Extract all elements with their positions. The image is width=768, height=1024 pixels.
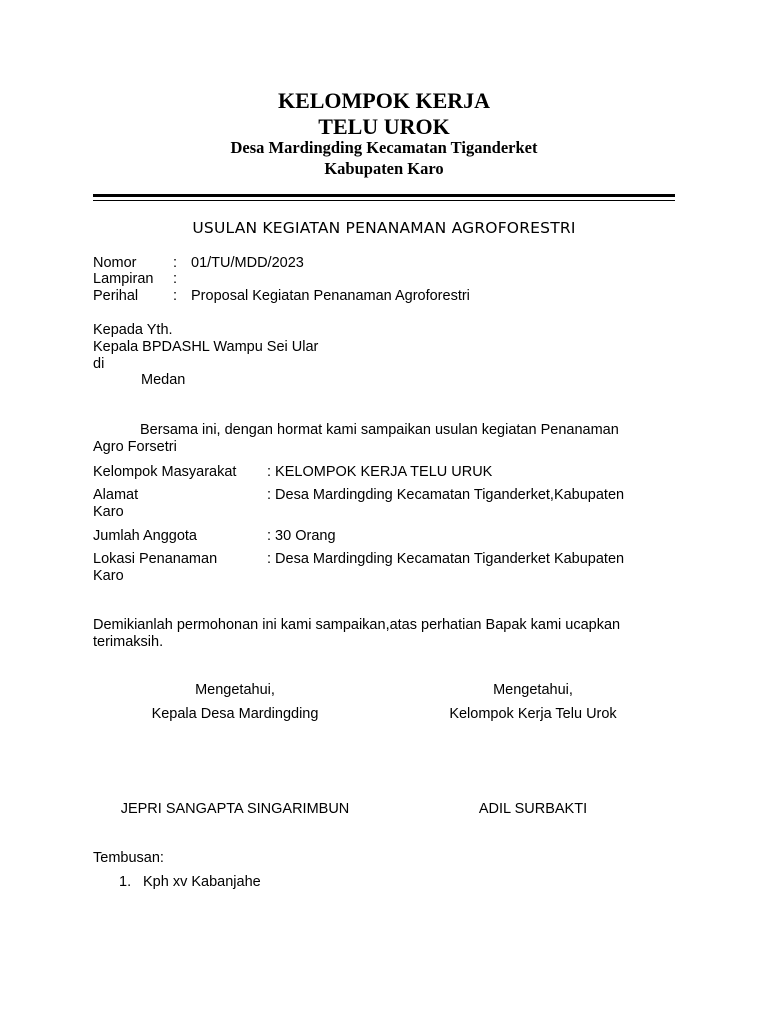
right-acknowledgement: Mengetahui, — [493, 682, 573, 698]
letterhead-regency: Kabupaten Karo — [324, 159, 444, 178]
right-signer-name: ADIL SURBAKTI — [478, 801, 588, 817]
subject-title: USULAN KEGIATAN PENANAMAN AGROFORESTRI — [192, 219, 576, 237]
perihal-value: Proposal Kegiatan Penanaman Agroforestri — [191, 288, 470, 304]
perihal-separator: : — [173, 288, 178, 304]
left-acknowledgement: Mengetahui, — [195, 682, 275, 698]
alamat-label: Alamat — [93, 487, 139, 503]
lokasi-label: Lokasi Penanaman — [93, 551, 218, 567]
lokasi-continuation: Karo — [93, 568, 124, 584]
intro-line1: Bersama ini, dengan hormat kami sampaikan usulan kegiatan Penanaman — [140, 422, 619, 438]
letterhead-title: KELOMPOK KERJA — [277, 88, 491, 113]
recipient-city: Medan — [141, 372, 186, 388]
nomor-separator: : — [173, 255, 178, 271]
nomor-label: Nomor — [93, 255, 137, 271]
letterhead-divider-thick — [93, 194, 675, 197]
perihal-label: Perihal — [93, 288, 139, 304]
nomor-value: 01/TU/MDD/2023 — [191, 255, 304, 271]
recipient-name: Kepala BPDASHL Wampu Sei Ular — [93, 339, 319, 355]
letterhead-divider-thin — [93, 200, 675, 201]
kelompok-label: Kelompok Masyarakat — [93, 464, 237, 480]
cc-item-text: Kph xv Kabanjahe — [143, 874, 261, 890]
letterhead-subtitle: TELU UROK — [318, 114, 450, 139]
lampiran-separator: : — [173, 271, 178, 287]
alamat-continuation: Karo — [93, 504, 124, 520]
intro-line2: Agro Forsetri — [93, 439, 177, 455]
jumlah-label: Jumlah Anggota — [93, 528, 197, 544]
kelompok-value: : KELOMPOK KERJA TELU URUK — [267, 464, 493, 480]
recipient-salutation: Kepada Yth. — [93, 322, 173, 338]
closing-line2: terimaksih. — [93, 634, 164, 650]
lampiran-label: Lampiran — [93, 271, 154, 287]
recipient-di: di — [93, 356, 105, 372]
left-signer-title: Kepala Desa Mardingding — [151, 706, 319, 722]
jumlah-value: : 30 Orang — [267, 528, 336, 544]
letterhead-address: Desa Mardingding Kecamatan Tiganderket — [230, 138, 538, 157]
cc-label: Tembusan: — [93, 850, 164, 866]
lokasi-value: : Desa Mardingding Kecamatan Tiganderket Kabupaten — [267, 551, 625, 567]
alamat-value: : Desa Mardingding Kecamatan Tiganderket,Kabupaten — [267, 487, 625, 503]
closing-line1: Demikianlah permohonan ini kami sampaikan,atas perhatian Bapak kami ucapkan — [93, 617, 621, 633]
cc-item-number: 1. — [119, 874, 132, 890]
left-signer-name: JEPRI SANGAPTA SINGARIMBUN — [120, 801, 350, 817]
right-signer-title: Kelompok Kerja Telu Urok — [449, 706, 617, 722]
